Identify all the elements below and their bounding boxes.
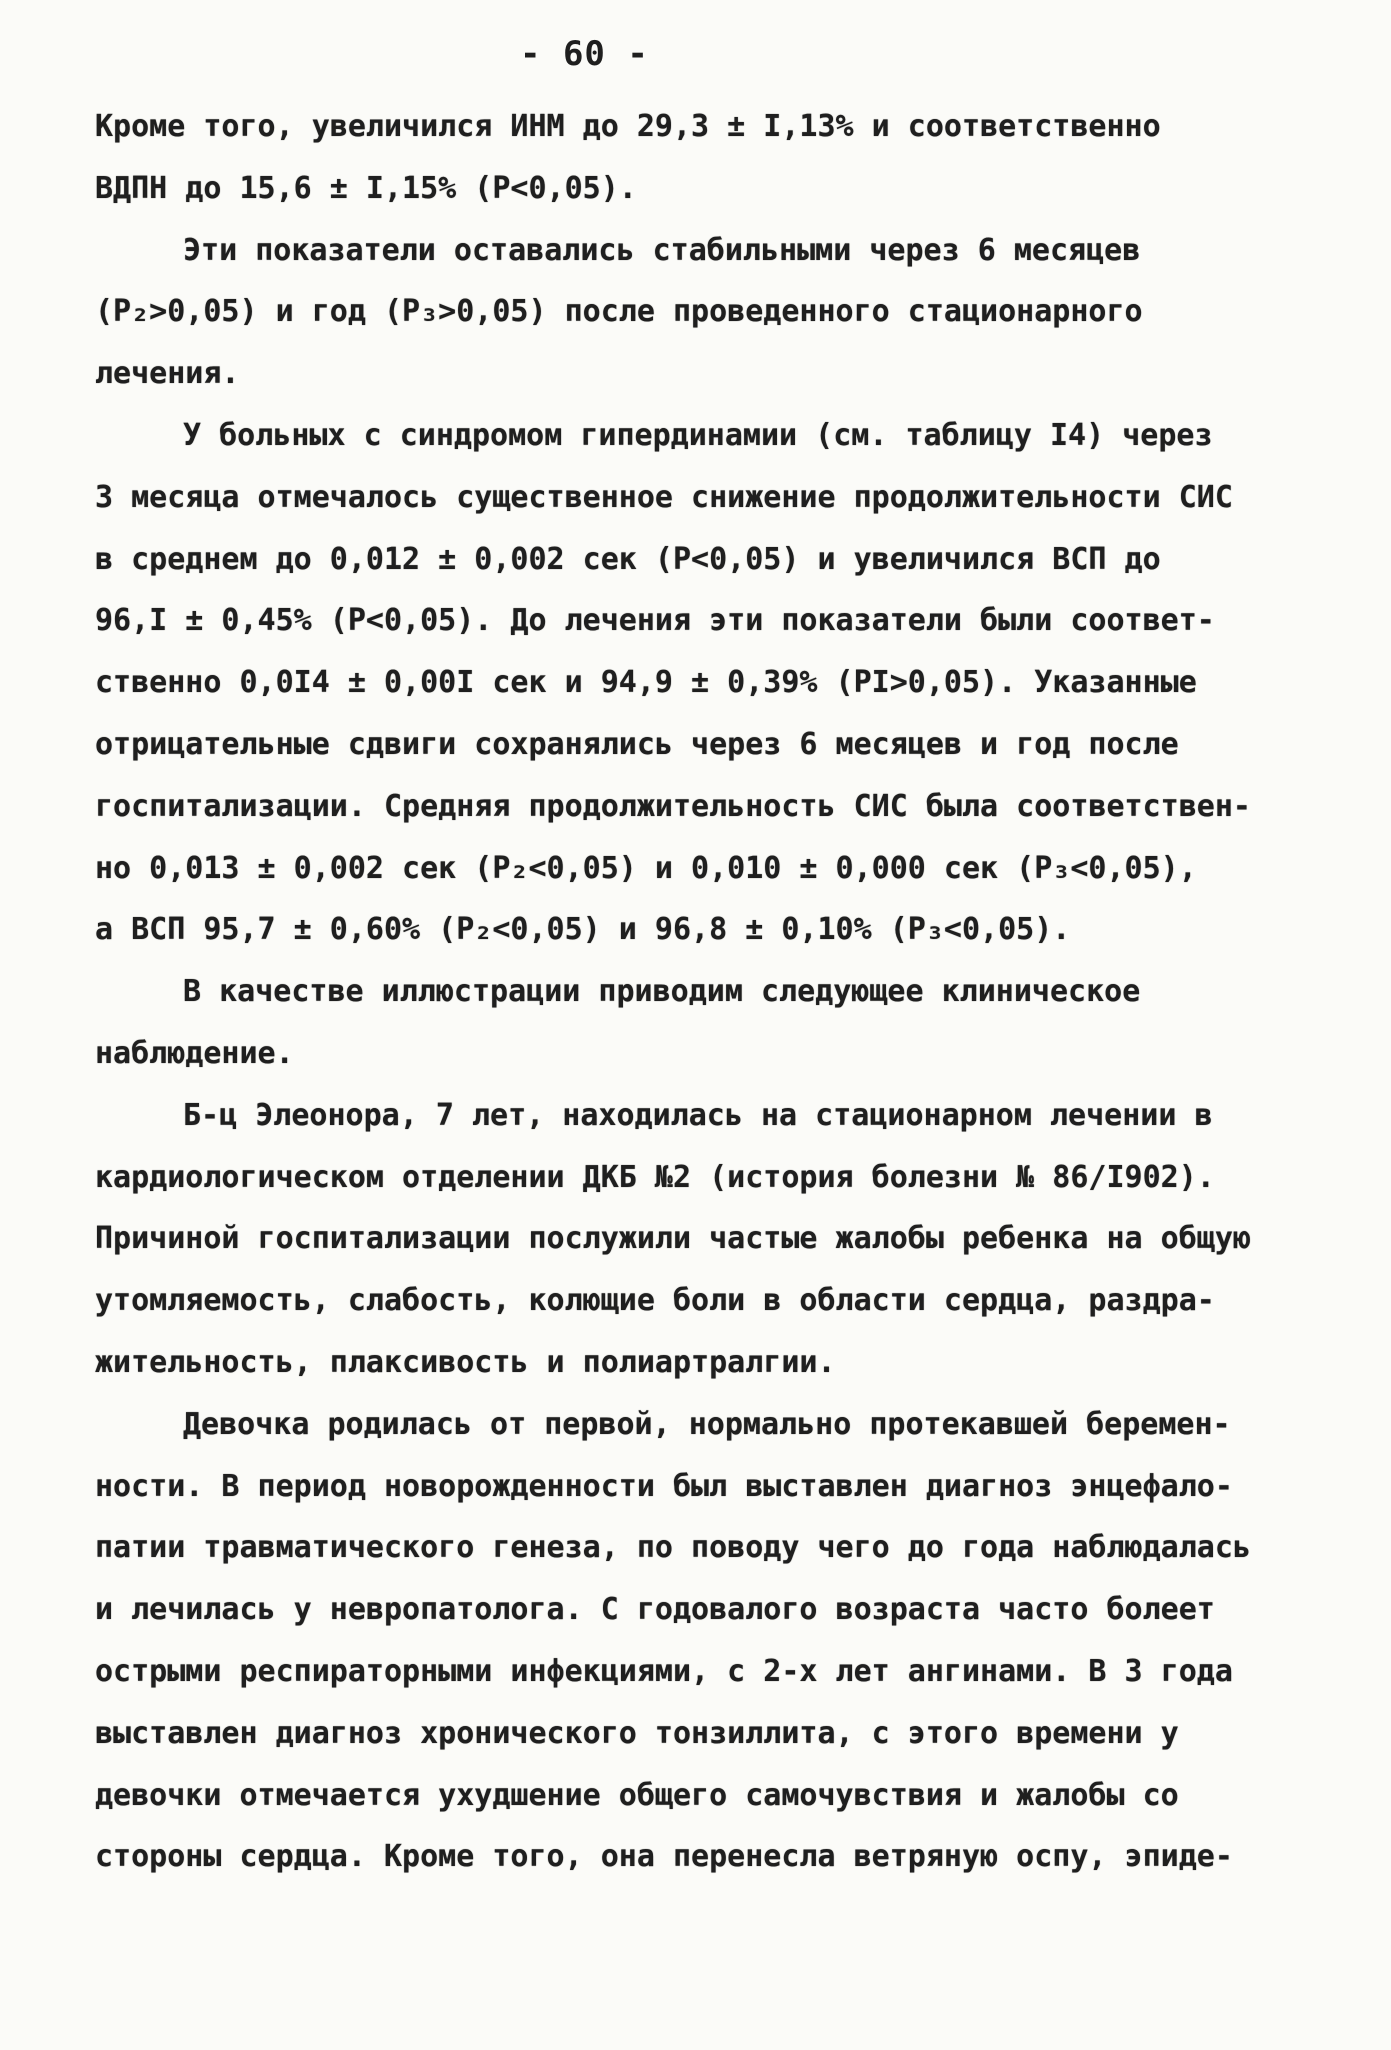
text-line: но 0,013 ± 0,002 сек (P₂<0,05) и 0,010 ± 0,000 сек (P₃<0,05), [95, 850, 1197, 886]
text-line: стороны сердца. Кроме того, она перенесла ветряную оспу, эпиде- [95, 1839, 1233, 1875]
text-line: ности. В период новорожденности был выставлен диагноз энцефало- [95, 1468, 1233, 1504]
text-line: 96,I ± 0,45% (P<0,05). До лечения эти показатели были соответ- [95, 603, 1215, 639]
document-body [95, 96, 1295, 1888]
text-line: утомляемость, слабость, колющие боли в области сердца, раздра- [95, 1283, 1215, 1319]
text-line: наблюдение. [95, 1035, 294, 1071]
paragraph-start-line: Эти показатели оставались стабильными через 6 месяцев [183, 232, 1141, 268]
text-line: ственно 0,0I4 ± 0,00I сек и 94,9 ± 0,39% (PI>0,05). Указанные [95, 665, 1197, 701]
paragraph-start-line: У больных с синдромом гипердинамии (см. таблицу I4) через [183, 417, 1213, 453]
text-line: 3 месяца отмечалось существенное снижение продолжительности СИС [95, 479, 1233, 515]
text-line: жительность, плаксивость и полиартралгии. [95, 1344, 836, 1380]
text-line: ВДПН до 15,6 ± I,15% (P<0,05). [95, 170, 637, 206]
text-line: девочки отмечается ухудшение общего самочувствия и жалобы со [95, 1777, 1179, 1813]
page-number: - 60 - [520, 34, 649, 74]
text-line: выставлен диагноз хронического тонзиллита, с этого времени у [95, 1715, 1179, 1751]
paragraph-start-line: Б-ц Элеонора, 7 лет, находилась на стационарном лечении в [183, 1097, 1213, 1133]
text-line: кардиологическом отделении ДКБ №2 (история болезни № 86/I902). [95, 1159, 1215, 1195]
text-line: госпитализации. Средняя продолжительность СИС была соответствен- [95, 788, 1251, 824]
text-line: лечения. [95, 356, 240, 392]
text-line: (P₂>0,05) и год (P₃>0,05) после проведенного стационарного [95, 294, 1143, 330]
text-line: а ВСП 95,7 ± 0,60% (P₂<0,05) и 96,8 ± 0,10% (P₃<0,05). [95, 912, 1071, 948]
text-line: патии травматического генеза, по поводу чего до года наблюдалась [95, 1530, 1251, 1566]
text-line: отрицательные сдвиги сохранялись через 6 месяцев и год после [95, 726, 1179, 762]
paragraph-start-line: Девочка родилась от первой, нормально протекавшей беремен- [183, 1406, 1231, 1442]
text-line: острыми респираторными инфекциями, с 2-х лет ангинами. В 3 года [95, 1653, 1233, 1689]
text-line: Кроме того, увеличился ИНМ до 29,3 ± I,13% и соответственно [95, 109, 1161, 144]
paragraph-start-line: В качестве иллюстрации приводим следующее клиническое [183, 974, 1141, 1010]
text-line: Причиной госпитализации послужили частые жалобы ребенка на общую [95, 1221, 1251, 1257]
text-line: в среднем до 0,012 ± 0,002 сек (P<0,05) и увеличился ВСП до [95, 541, 1161, 577]
text-line: и лечилась у невропатолога. С годовалого возраста часто болеет [95, 1592, 1215, 1628]
